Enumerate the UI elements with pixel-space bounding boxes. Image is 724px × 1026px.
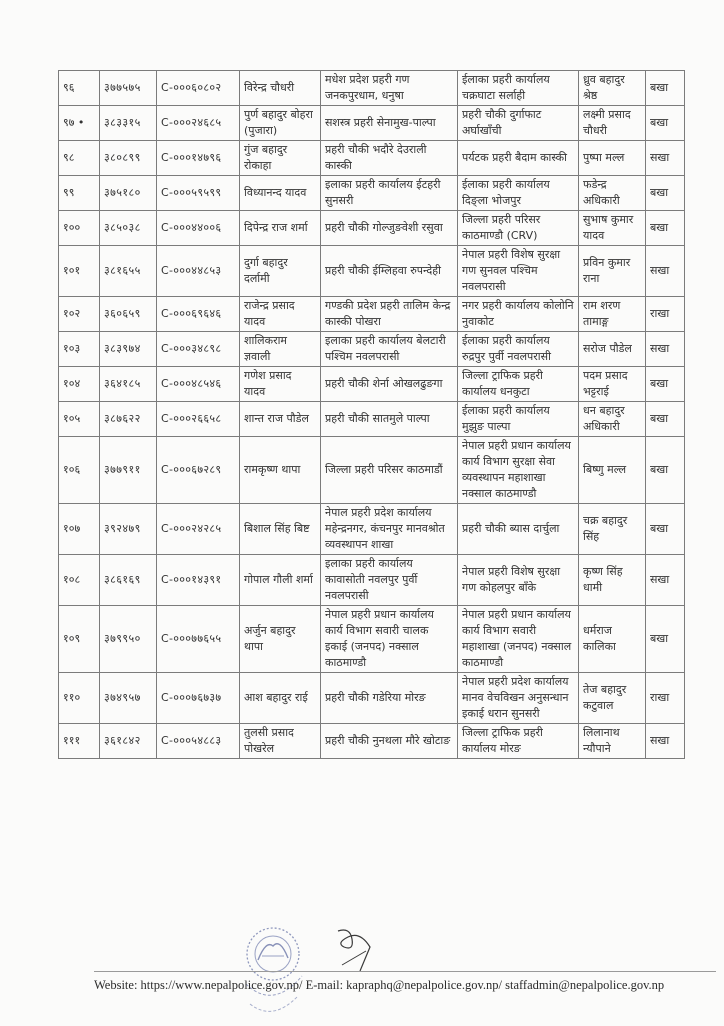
- personnel-number-cell: ३८६१६९: [100, 555, 157, 606]
- official-seal-icon: [236, 926, 310, 1026]
- branch-cell: सखा: [646, 332, 685, 367]
- serial-number-cell: ९७ •: [59, 106, 100, 141]
- personnel-number-cell: ३८३९७४: [100, 332, 157, 367]
- serial-number-cell: १०३: [59, 332, 100, 367]
- from-office-cell: सशस्त्र प्रहरी सेनामुख-पाल्पा: [321, 106, 458, 141]
- from-office-cell: इलाका प्रहरी कार्यालय बेलटारी पश्चिम नवलपरासी: [321, 332, 458, 367]
- code-cell: C-०००४४८५३: [157, 246, 240, 297]
- serial-number-cell: १०९: [59, 606, 100, 673]
- replaced-by-cell: ध्रुव बहादुर श्रेष्ठ: [579, 71, 646, 106]
- personnel-number-cell: ३८०८९९: [100, 141, 157, 176]
- name-cell: विरेन्द्र चौधरी: [240, 71, 321, 106]
- to-office-cell: जिल्ला ट्राफिक प्रहरी कार्यालय मोरङ: [458, 724, 579, 759]
- to-office-cell: पर्यटक प्रहरी बैदाम कास्की: [458, 141, 579, 176]
- table-row: [59, 246, 685, 297]
- table-row: [59, 673, 685, 724]
- personnel-number-cell: ३७७९११: [100, 437, 157, 504]
- code-cell: C-०००४८५४६: [157, 367, 240, 402]
- serial-number-cell: १०२: [59, 297, 100, 332]
- replaced-by-cell: लिलानाथ न्यौपाने: [579, 724, 646, 759]
- serial-number-cell: १०७: [59, 504, 100, 555]
- signature-icon: [330, 925, 380, 977]
- branch-cell: बखा: [646, 71, 685, 106]
- replaced-by-cell: कृष्ण सिंह धामी: [579, 555, 646, 606]
- branch-cell: बखा: [646, 106, 685, 141]
- replaced-by-cell: लक्ष्मी प्रसाद चौधरी: [579, 106, 646, 141]
- personnel-number-cell: ३८३३१५: [100, 106, 157, 141]
- table-row: [59, 141, 685, 176]
- branch-cell: सखा: [646, 724, 685, 759]
- name-cell: विध्यानन्द यादव: [240, 176, 321, 211]
- serial-number-cell: १०८: [59, 555, 100, 606]
- name-cell: पुर्ण बहादुर बोहरा (पुजारा): [240, 106, 321, 141]
- from-office-cell: प्रहरी चौकी गडेरिया मोरङ: [321, 673, 458, 724]
- personnel-number-cell: ३६४१८५: [100, 367, 157, 402]
- to-office-cell: जिल्ला प्रहरी परिसर काठमाण्डौ (CRV): [458, 211, 579, 246]
- code-cell: C-०००६९६४६: [157, 297, 240, 332]
- replaced-by-cell: बिष्णु मल्ल: [579, 437, 646, 504]
- name-cell: तुलसी प्रसाद पोखरेल: [240, 724, 321, 759]
- to-office-cell: नेपाल प्रहरी प्रदेश कार्यालय मानव वेचविखन अनुसन्धान इकाई धरान सुनसरी: [458, 673, 579, 724]
- code-cell: C-०००७६७३७: [157, 673, 240, 724]
- table-row: [59, 504, 685, 555]
- replaced-by-cell: फडेन्द्र अधिकारी: [579, 176, 646, 211]
- name-cell: दुर्गा बहादुर दर्लामी: [240, 246, 321, 297]
- replaced-by-cell: तेज बहादुर कटुवाल: [579, 673, 646, 724]
- serial-number-cell: ९६: [59, 71, 100, 106]
- code-cell: C-०००६०८०२: [157, 71, 240, 106]
- to-office-cell: प्रहरी चौकी दुर्गाफाट अर्घाखाँची: [458, 106, 579, 141]
- branch-cell: राखा: [646, 297, 685, 332]
- table-row: [59, 724, 685, 759]
- personnel-number-cell: ३८१६५५: [100, 246, 157, 297]
- branch-cell: सखा: [646, 141, 685, 176]
- code-cell: C-०००३४८९८: [157, 332, 240, 367]
- name-cell: गुंज बहादुर रोकाहा: [240, 141, 321, 176]
- name-cell: गोपाल गौली शर्मा: [240, 555, 321, 606]
- name-cell: शालिकराम ज्ञवाली: [240, 332, 321, 367]
- table-row: [59, 176, 685, 211]
- serial-number-cell: १११: [59, 724, 100, 759]
- personnel-number-cell: ३६०६५९: [100, 297, 157, 332]
- replaced-by-cell: प्रविन कुमार राना: [579, 246, 646, 297]
- code-cell: C-०००२४६८५: [157, 106, 240, 141]
- name-cell: दिपेन्द्र राज शर्मा: [240, 211, 321, 246]
- table-body: [59, 71, 685, 759]
- branch-cell: बखा: [646, 606, 685, 673]
- code-cell: C-०००२४२८५: [157, 504, 240, 555]
- table-row: [59, 402, 685, 437]
- branch-cell: बखा: [646, 211, 685, 246]
- from-office-cell: मधेश प्रदेश प्रहरी गण जनकपुरधाम, धनुषा: [321, 71, 458, 106]
- serial-number-cell: ९८: [59, 141, 100, 176]
- to-office-cell: ईलाका प्रहरी कार्यालय रुद्रपुर पुर्वी नवलपरासी: [458, 332, 579, 367]
- from-office-cell: प्रहरी चौकी सातमुले पाल्पा: [321, 402, 458, 437]
- to-office-cell: नगर प्रहरी कार्यालय कोलोनि नुवाकोट: [458, 297, 579, 332]
- code-cell: C-०००२६६५८: [157, 402, 240, 437]
- serial-number-cell: ११०: [59, 673, 100, 724]
- from-office-cell: प्रहरी चौकी ईम्लिहवा रुपन्देही: [321, 246, 458, 297]
- personnel-number-cell: ३६१८४२: [100, 724, 157, 759]
- from-office-cell: प्रहरी चौकी शेर्ना ओखलढुङगा: [321, 367, 458, 402]
- from-office-cell: प्रहरी चौकी गोल्जुङवेशी रसुवा: [321, 211, 458, 246]
- table-row: [59, 332, 685, 367]
- name-cell: अर्जुन बहादुर थापा: [240, 606, 321, 673]
- from-office-cell: नेपाल प्रहरी प्रदेश कार्यालय महेन्द्रनगर, कंचनपुर मानवश्रोत व्यवस्थापन शाखा: [321, 504, 458, 555]
- footer-contact: Website: https://www.nepalpolice.gov.np/ E-mail: kapraphq@nepalpolice.gov.np/ staffadmin@nepalpolice.gov.np: [94, 978, 665, 992]
- code-cell: C-०००१४७९६: [157, 141, 240, 176]
- replaced-by-cell: सरोज पौडेल: [579, 332, 646, 367]
- serial-number-cell: १००: [59, 211, 100, 246]
- personnel-number-cell: ३७४९५७: [100, 673, 157, 724]
- table-row: [59, 437, 685, 504]
- name-cell: राजेन्द्र प्रसाद यादव: [240, 297, 321, 332]
- replaced-by-cell: पुष्पा मल्ल: [579, 141, 646, 176]
- footer-divider: [94, 971, 716, 972]
- table-row: [59, 106, 685, 141]
- serial-number-cell: १०४: [59, 367, 100, 402]
- branch-cell: सखा: [646, 246, 685, 297]
- replaced-by-cell: पदम प्रसाद भट्टराई: [579, 367, 646, 402]
- table-row: [59, 606, 685, 673]
- to-office-cell: नेपाल प्रहरी विशेष सुरक्षा गण कोहलपुर बाँके: [458, 555, 579, 606]
- replaced-by-cell: चक्र बहादुर सिंह: [579, 504, 646, 555]
- branch-cell: बखा: [646, 367, 685, 402]
- personnel-number-cell: ३८५०३८: [100, 211, 157, 246]
- to-office-cell: ईलाका प्रहरी कार्यालय दिङ्ला भोजपुर: [458, 176, 579, 211]
- code-cell: C-०००७७६५५: [157, 606, 240, 673]
- personnel-number-cell: ३७९९५०: [100, 606, 157, 673]
- replaced-by-cell: धर्मराज कालिका: [579, 606, 646, 673]
- from-office-cell: प्रहरी चौकी भदौरे देउराली कास्की: [321, 141, 458, 176]
- branch-cell: सखा: [646, 555, 685, 606]
- table-row: [59, 367, 685, 402]
- code-cell: C-०००५९५९९: [157, 176, 240, 211]
- from-office-cell: इलाका प्रहरी कार्यालय ईटहरी सुनसरी: [321, 176, 458, 211]
- to-office-cell: नेपाल प्रहरी विशेष सुरक्षा गण सुनवल पश्चिम नवलपरासी: [458, 246, 579, 297]
- personnel-number-cell: ३७५१८०: [100, 176, 157, 211]
- to-office-cell: जिल्ला ट्राफिक प्रहरी कार्यालय धनकुटा: [458, 367, 579, 402]
- transfer-table: [58, 70, 685, 759]
- serial-number-cell: ९९: [59, 176, 100, 211]
- table-row: [59, 71, 685, 106]
- from-office-cell: गण्डकी प्रदेश प्रहरी तालिम केन्द्र कास्की पोखरा: [321, 297, 458, 332]
- to-office-cell: प्रहरी चौकी ब्यास दार्चुला: [458, 504, 579, 555]
- serial-number-cell: १०६: [59, 437, 100, 504]
- code-cell: C-०००१४३९१: [157, 555, 240, 606]
- code-cell: C-०००५४८८३: [157, 724, 240, 759]
- replaced-by-cell: धन बहादुर अधिकारी: [579, 402, 646, 437]
- branch-cell: बखा: [646, 402, 685, 437]
- replaced-by-cell: राम शरण तामाङ्ग: [579, 297, 646, 332]
- table-row: [59, 297, 685, 332]
- code-cell: C-०००६७२८९: [157, 437, 240, 504]
- branch-cell: बखा: [646, 504, 685, 555]
- name-cell: आश बहादुर राई: [240, 673, 321, 724]
- code-cell: C-०००४४००६: [157, 211, 240, 246]
- from-office-cell: जिल्ला प्रहरी परिसर काठमाडौं: [321, 437, 458, 504]
- to-office-cell: ईलाका प्रहरी कार्यालय चक्रघाटा सर्लाही: [458, 71, 579, 106]
- from-office-cell: नेपाल प्रहरी प्रधान कार्यालय कार्य विभाग सवारी चालक इकाई (जनपद) नक्साल काठमाण्डौ: [321, 606, 458, 673]
- from-office-cell: इलाका प्रहरी कार्यालय कावासोती नवलपुर पुर्वी नवलपरासी: [321, 555, 458, 606]
- table-row: [59, 555, 685, 606]
- personnel-number-cell: ३८७६२२: [100, 402, 157, 437]
- name-cell: बिशाल सिंह बिष्ट: [240, 504, 321, 555]
- personnel-number-cell: ३९२४७९: [100, 504, 157, 555]
- to-office-cell: ईलाका प्रहरी कार्यालय मुझुङ पाल्पा: [458, 402, 579, 437]
- replaced-by-cell: सुभाष कुमार यादव: [579, 211, 646, 246]
- to-office-cell: नेपाल प्रहरी प्रधान कार्यालय कार्य विभाग सवारी महाशाखा (जनपद) नक्साल काठमाण्डौ: [458, 606, 579, 673]
- to-office-cell: नेपाल प्रहरी प्रधान कार्यालय कार्य विभाग सुरक्षा सेवा व्यवस्थापन महाशाखा नक्साल काठमाण्डौ: [458, 437, 579, 504]
- branch-cell: बखा: [646, 176, 685, 211]
- name-cell: रामकृष्ण थापा: [240, 437, 321, 504]
- branch-cell: राखा: [646, 673, 685, 724]
- serial-number-cell: १०१: [59, 246, 100, 297]
- table-row: [59, 211, 685, 246]
- serial-number-cell: १०५: [59, 402, 100, 437]
- name-cell: गणेश प्रसाद यादव: [240, 367, 321, 402]
- branch-cell: बखा: [646, 437, 685, 504]
- personnel-number-cell: ३७७५७५: [100, 71, 157, 106]
- from-office-cell: प्रहरी चौकी नुनथला मौरे खोटाङ: [321, 724, 458, 759]
- name-cell: शान्त राज पौडेल: [240, 402, 321, 437]
